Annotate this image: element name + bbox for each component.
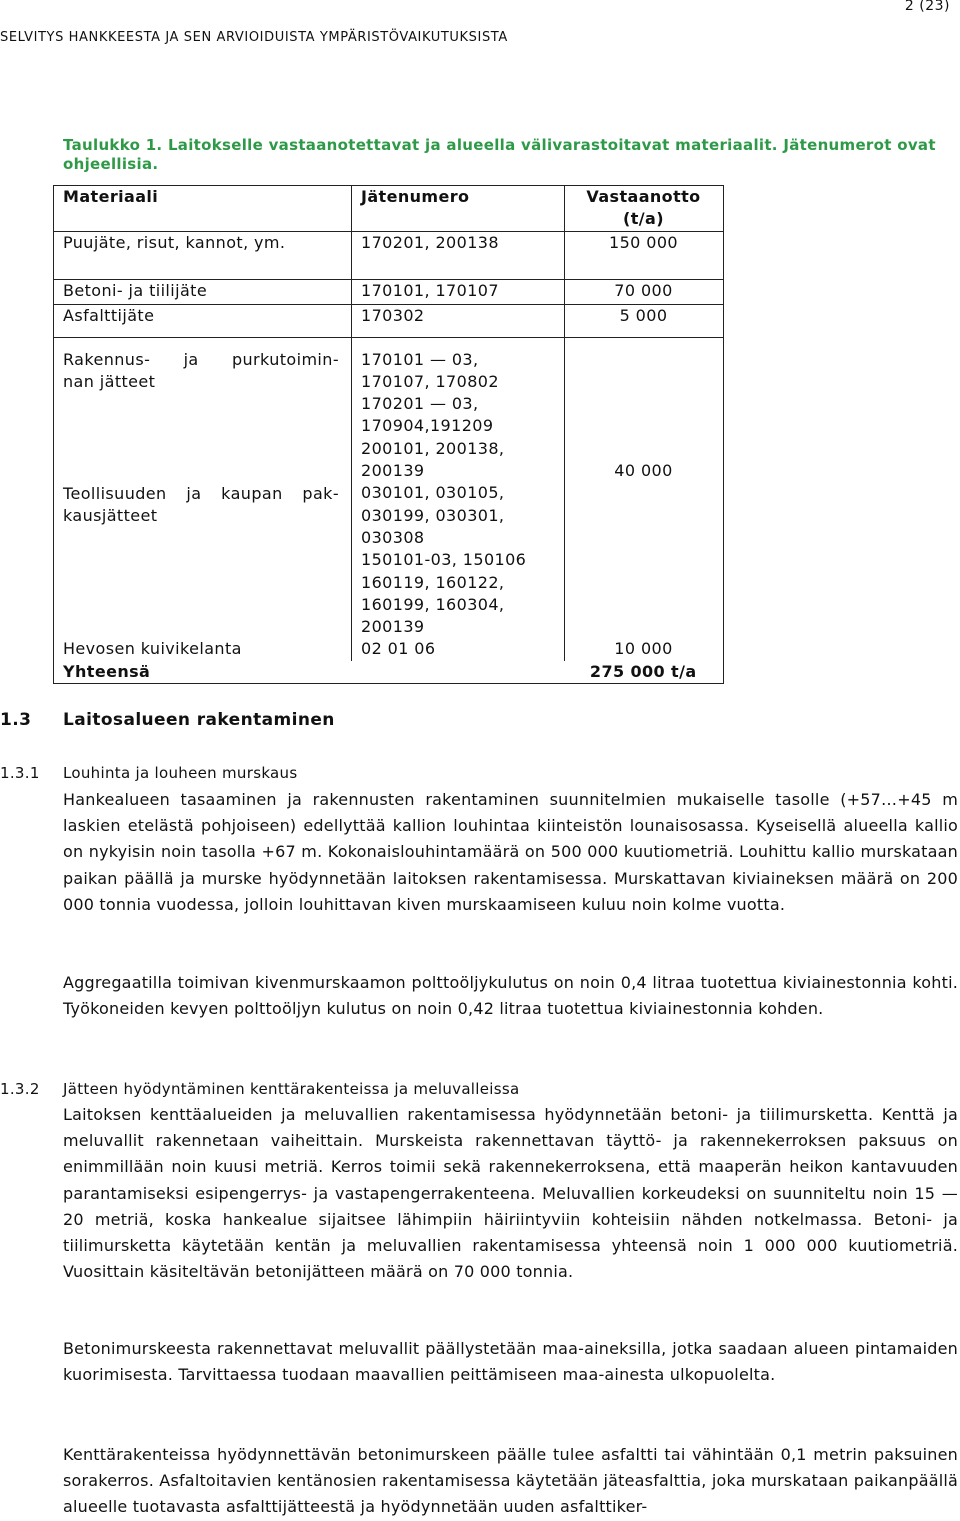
codes-line: 170904,191209 <box>361 416 494 436</box>
group-material-1-line1: Rakennus- ja purkutoimin- <box>63 349 339 369</box>
table-row <box>54 304 724 337</box>
codes-line: 200139 <box>361 617 425 637</box>
codes-line: 200139 <box>361 461 425 481</box>
paragraph: Hankealueen tasaaminen ja rakennusten rakentaminen suunnitelmien mukaiselle tasolle (+57…+45 m laskien etelästä pohjoiseen) edellyttää kallion louhintaa kiinteistön lounaisosassa. Kyseisellä alueella kallio on nykyisin noin tasolla +67 m. Kokonaislouhintamäärä on 500 000 kuutiometriä. Louhittu kallio murskataan paikan päällä ja murske hyödynnetään laitoksen rakentamisessa. Murskattavan kiviaineksen määrä on 200 000 tonnia vuodessa, jolloin louhittavan kiven murskaamiseen kuluu noin kolme vuotta. <box>63 790 958 914</box>
group-amount-cell <box>565 337 724 638</box>
codes-line: 170107, 170802 <box>361 371 499 391</box>
subsection-number: 1.3.2 <box>0 1080 40 1098</box>
table-group-row <box>54 337 724 638</box>
total-label: Yhteensä <box>54 661 352 684</box>
group-material-1-line2: nan jätteet <box>63 371 156 391</box>
row-amount: 5 000 <box>565 304 724 337</box>
group-material-2-line2: kausjätteet <box>63 506 158 526</box>
paragraph: Aggregaatilla toimivan kivenmurskaamon polttoöljykulutus on noin 0,4 litraa tuotettua kiviainestonnia kohti. Työkoneiden kevyen polttoöljyn kulutus on noin 0,42 litraa tuotettua kiviainestonnia kohden. <box>63 973 958 1019</box>
materials-table <box>53 185 724 684</box>
codes-line: 030199, 030301, <box>361 505 505 525</box>
table-row <box>54 231 724 279</box>
codes-line: 030101, 030105, <box>361 483 505 503</box>
group-codes <box>352 337 565 638</box>
subsection-title: Jätteen hyödyntäminen kenttärakenteissa ja meluvalleissa <box>63 1080 520 1098</box>
subsection-heading <box>0 1080 519 1098</box>
subsection-number: 1.3.1 <box>0 764 40 782</box>
header-material: Materiaali <box>54 186 352 232</box>
paragraph: Laitoksen kenttäalueiden ja meluvallien rakentamisessa hyödynnetään betoni- ja tiilimursketta. Kenttä ja meluvallit rakennetaan vaiheittain. Murskeista rakennettavan täyttö- ja rakennekerroksen paksuus on enimmillään noin kuusi metriä. Kerros toimii sekä rakennekerroksena, että maaperän heikon kantavuuden parantamiseksi esipengerrys- ja vastapengerrakenteena. Meluvallien korkeudeksi on suunniteltu noin 15 — 20 metriä, koska hankealue sijaitsee lähimpiin häiriintyviin kohteisiin nähden notkelmassa. Betoni- ja tiilimursketta käytetään kentän ja meluvallien rakentamisessa yhteensä noin 1 000 000 kuutiometriä. Vuosittain käsiteltävän betonijätteen määrä on 70 000 tonnia. <box>63 1105 958 1282</box>
row-material: Puujäte, risut, kannot, ym. <box>54 231 352 279</box>
codes-line: 150101-03, 150106 <box>361 550 527 570</box>
row-amount: 150 000 <box>565 231 724 279</box>
section-title: Laitosalueen rakentaminen <box>63 710 335 730</box>
codes-line: 200101, 200138, <box>361 438 505 458</box>
row-material: Betoni- ja tiilijäte <box>54 279 352 304</box>
row-codes: 02 01 06 <box>352 638 565 660</box>
header-waste-code: Jätenumero <box>352 186 565 232</box>
codes-line: 030308 <box>361 527 425 547</box>
section-number: 1.3 <box>0 710 32 730</box>
table-row <box>54 638 724 660</box>
row-codes: 170101, 170107 <box>352 279 565 304</box>
group-material-2-line1: Teollisuuden ja kaupan pak- <box>63 484 339 504</box>
row-codes: 170201, 200138 <box>352 231 565 279</box>
page-number: 2 (23) <box>904 0 950 14</box>
section-heading <box>0 710 335 730</box>
header-intake: Vastaanotto (t/a) <box>565 186 724 232</box>
paragraph: Betonimurskeesta rakennettavat meluvallit päällystetään maa-aineksilla, jotka saadaan alueen pintamaiden kuorimisesta. Tarvittaessa tuodaan maavallien peittämiseen maa-ainesta ulkopuolelta. <box>63 1339 958 1385</box>
group-amount: 40 000 <box>614 461 673 481</box>
table-header-row <box>54 186 724 232</box>
table-total-row <box>54 661 724 684</box>
row-codes: 170302 <box>352 304 565 337</box>
table-caption: Taulukko 1. Laitokselle vastaanotettavat ja alueella välivarastoitavat materiaalit. Jätenumerot ovat ohjeellisia. <box>63 136 936 173</box>
codes-line: 170101 — 03, <box>361 349 479 369</box>
table-row <box>54 279 724 304</box>
row-amount: 70 000 <box>565 279 724 304</box>
codes-line: 160199, 160304, <box>361 594 505 614</box>
paragraph: Kenttärakenteissa hyödynnettävän betonimurskeen päälle tulee asfaltti tai vähintään 0,1 metrin paksuinen sorakerros. Asfaltoitavien kentänosien rakentamisessa käytetään jäteasfalttia, joka murskataan paikanpäällä alueelle tuotavasta asfalttijätteestä ja hyödynnetään uuden asfalttiker- <box>63 1445 958 1517</box>
running-header: SELVITYS HANKKEESTA JA SEN ARVIOIDUISTA YMPÄRISTÖVAIKUTUKSISTA <box>0 30 508 45</box>
subsection-heading <box>0 764 297 782</box>
row-material: Hevosen kuivikelanta <box>54 638 352 660</box>
codes-line: 170201 — 03, <box>361 394 479 414</box>
subsection-title: Louhinta ja louheen murskaus <box>63 764 298 782</box>
codes-line: 160119, 160122, <box>361 572 505 592</box>
total-amount: 275 000 t/a <box>565 661 724 684</box>
group-materials <box>54 337 352 638</box>
row-material: Asfalttijäte <box>54 304 352 337</box>
row-amount: 10 000 <box>565 638 724 660</box>
